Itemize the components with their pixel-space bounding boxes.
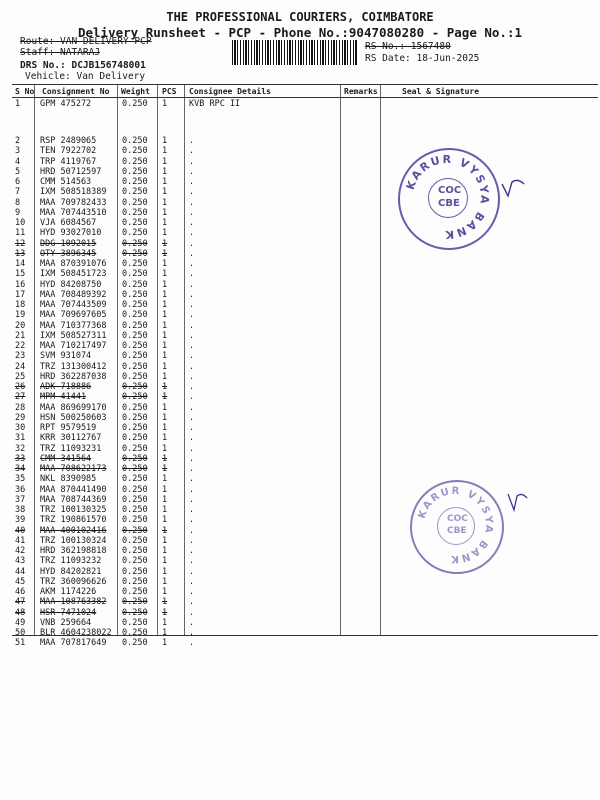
row-details: . [189,515,195,526]
row-consignment: CMM 341564 [40,453,92,464]
row-sno: 27 [15,392,26,403]
row-pcs: 1 [162,505,168,515]
row-weight: 0.250 [122,392,148,403]
row-pcs: 1 [162,351,168,362]
row-pcs: 1 [162,228,168,239]
row-consignment: BLR 4604238022 [40,628,112,638]
row-weight: 0.250 [122,207,148,218]
row-sno: 17 [15,289,26,300]
row-pcs: 1 [162,330,168,341]
barcode [232,40,358,65]
row-details: . [189,320,195,331]
row-weight: 0.250 [122,320,148,331]
row-details: . [189,371,195,382]
row-pcs: 1 [162,136,168,146]
rs-number [365,41,451,52]
row-consignment: MAA 869699170 [40,402,107,413]
row-weight: 0.250 [122,597,148,608]
col-remarks: Remarks [344,87,378,96]
row-weight: 0.250 [122,218,148,228]
row-sno: 43 [15,556,26,567]
row-details: . [189,474,195,485]
row-pcs: 1 [162,187,168,198]
row-details: . [189,218,195,228]
row-pcs: 1 [162,146,168,157]
row-pcs: 1 [162,423,168,433]
row-weight: 0.250 [122,587,148,597]
row-details: . [189,402,195,413]
row-details: . [189,587,195,597]
rs-date: RS Date: 18-Jun-2025 [365,53,480,64]
row-details: . [189,566,195,577]
row-consignment: VJA 6084567 [40,218,97,228]
row-sno: 24 [15,361,26,372]
row-sno: 25 [15,371,26,382]
row-weight: 0.250 [122,628,148,638]
row-consignment: OTY 3896345 [40,248,97,259]
row-weight: 0.250 [122,269,148,280]
row-details: . [189,269,195,280]
row-weight: 0.250 [122,566,148,577]
row-sno: 31 [15,433,26,444]
row-details: . [189,341,195,351]
row-pcs: 1 [162,269,168,280]
stamp-ring-text-1: KARUR VYSYA BANK [403,152,492,242]
row-sno: 48 [15,607,26,618]
row-pcs: 1 [162,464,168,474]
row-consignment: MAA 870391076 [40,259,107,269]
row-details: . [189,136,195,146]
row-sno: 8 [15,197,21,208]
row-sno: 3 [15,146,21,157]
row-consignment: MAA 707443509 [40,300,107,310]
row-weight: 0.250 [122,300,148,310]
row-pcs: 1 [162,99,168,109]
row-weight: 0.250 [122,156,148,167]
row-consignment: MAA 708489392 [40,289,107,300]
row-consignment: MAA 710217497 [40,341,107,351]
row-weight: 0.250 [122,412,148,423]
row-weight: 0.250 [122,453,148,464]
row-consignment: RPT 9579519 [40,423,97,433]
route-label: Route: VAN DELIVERY PCP [20,36,152,47]
row-details: . [189,187,195,198]
row-sno: 35 [15,474,26,485]
row-consignment: GPM 475272 [40,99,92,109]
row-weight: 0.250 [122,546,148,556]
stamp-center-top-2: COC [447,514,468,524]
row-pcs: 1 [162,576,168,587]
row-sno: 14 [15,259,26,269]
row-details: . [189,412,195,423]
row-sno: 13 [15,248,26,259]
row-consignment: TRZ 100130325 [40,505,107,515]
row-pcs: 1 [162,566,168,577]
staff-label: Staff: NATARAJ [20,47,101,58]
row-pcs: 1 [162,361,168,372]
row-weight: 0.250 [122,525,148,536]
row-consignment: TRZ 360096626 [40,576,107,587]
row-weight: 0.250 [122,310,148,321]
row-consignment: TRZ 100130324 [40,535,107,546]
row-pcs: 1 [162,525,168,536]
row-pcs: 1 [162,474,168,485]
row-consignment: TRZ 11093232 [40,556,102,567]
row-pcs: 1 [162,535,168,546]
row-weight: 0.250 [122,99,148,109]
row-sno: 23 [15,351,26,362]
row-weight: 0.250 [122,617,148,628]
row-consignment: IXM 508527311 [40,330,107,341]
row-pcs: 1 [162,392,168,403]
rs-number-text: RS No.: 1567480 [365,41,451,52]
row-pcs: 1 [162,597,168,608]
stamp-center-bottom-1: CBE [438,198,460,209]
row-consignment: DDG 1092015 [40,238,97,249]
row-pcs: 1 [162,607,168,618]
row-sno: 5 [15,166,21,177]
row-sno: 50 [15,628,26,638]
row-sno: 45 [15,576,26,587]
row-sno: 16 [15,279,26,290]
row-consignment: CMM 514563 [40,177,92,187]
row-weight: 0.250 [122,289,148,300]
row-sno: 9 [15,207,21,218]
row-pcs: 1 [162,546,168,556]
row-consignment: HRD 50712597 [40,166,102,177]
row-weight: 0.250 [122,494,148,505]
row-pcs: 1 [162,556,168,567]
row-consignment: HRD 362287038 [40,371,107,382]
company-title: THE PROFESSIONAL COURIERS, COIMBATORE [166,10,434,24]
row-sno: 34 [15,464,26,474]
row-consignment: MAA 707817649 [40,638,107,649]
row-sno: 19 [15,310,26,321]
row-sno: 32 [15,443,26,454]
row-sno: 40 [15,525,26,536]
row-details: . [189,607,195,618]
row-sno: 38 [15,505,26,515]
row-consignment: MAA 709782433 [40,197,107,208]
row-weight: 0.250 [122,474,148,485]
row-details: . [189,197,195,208]
row-weight: 0.250 [122,423,148,433]
row-sno: 28 [15,402,26,413]
row-weight: 0.250 [122,228,148,239]
row-weight: 0.250 [122,351,148,362]
row-weight: 0.250 [122,166,148,177]
row-pcs: 1 [162,628,168,638]
runsheet-title: Delivery Runsheet - PCP - Phone No.:9047080280 - Page No.:1 [77,25,522,40]
row-weight: 0.250 [122,341,148,351]
row-sno: 51 [15,638,26,649]
row-weight: 0.250 [122,187,148,198]
row-sno: 37 [15,494,26,505]
row-consignment: HSN 500250603 [40,412,107,423]
row-sno: 26 [15,382,26,392]
row-pcs: 1 [162,638,168,649]
row-sno: 21 [15,330,26,341]
row-consignment: SVM 931074 [40,351,92,362]
row-weight: 0.250 [122,443,148,454]
row-pcs: 1 [162,443,168,454]
row-consignment: IXM 508451723 [40,269,107,280]
row-details: . [189,166,195,177]
row-details: . [189,638,195,649]
row-details: . [189,238,195,249]
row-weight: 0.250 [122,535,148,546]
row-pcs: 1 [162,382,168,392]
col-consignment: Consignment No [42,87,110,96]
row-details: . [189,177,195,187]
drs-number: DRS No.: DCJB156748001 [20,60,146,71]
row-weight: 0.250 [122,248,148,259]
row-pcs: 1 [162,279,168,290]
row-pcs: 1 [162,218,168,228]
row-weight: 0.250 [122,484,148,495]
row-sno: 1 [15,99,21,109]
row-details: . [189,617,195,628]
row-pcs: 1 [162,484,168,495]
row-consignment: HYD 84208750 [40,279,102,290]
row-pcs: 1 [162,310,168,321]
row-consignment: TRZ 190861570 [40,515,107,526]
row-sno: 42 [15,546,26,556]
row-sno: 7 [15,187,21,198]
row-pcs: 1 [162,617,168,628]
row-details: . [189,207,195,218]
row-pcs: 1 [162,494,168,505]
row-sno: 39 [15,515,26,526]
row-pcs: 1 [162,177,168,187]
row-sno: 29 [15,412,26,423]
row-consignment: KRR 30112767 [40,433,102,444]
row-consignment: HRD 362198818 [40,546,107,556]
row-sno: 15 [15,269,26,280]
row-pcs: 1 [162,197,168,208]
row-weight: 0.250 [122,515,148,526]
row-consignment: MAA 707443510 [40,207,107,218]
row-details: . [189,382,195,392]
col-seal: Seal & Signature [402,87,480,96]
row-pcs: 1 [162,238,168,249]
row-consignment: TRZ 131300412 [40,361,107,372]
row-details: . [189,392,195,403]
row-weight: 0.250 [122,371,148,382]
row-consignment: HSR 7471024 [40,607,97,618]
row-pcs: 1 [162,207,168,218]
row-pcs: 1 [162,341,168,351]
row-pcs: 1 [162,433,168,444]
row-sno: 4 [15,156,21,167]
row-details: . [189,628,195,638]
col-weight: Weight [121,87,150,96]
row-details: . [189,597,195,608]
row-weight: 0.250 [122,638,148,649]
row-consignment: IXM 508518389 [40,187,107,198]
row-details: . [189,330,195,341]
vehicle-label: Vehicle: Van Delivery [25,71,146,82]
row-consignment: MAA 709697605 [40,310,107,321]
row-sno: 10 [15,218,26,228]
row-details: . [189,423,195,433]
row-consignment: MAA 710377368 [40,320,107,331]
row-consignment: AKM 1174226 [40,587,97,597]
row-consignment: NKL 8390985 [40,474,97,485]
col-details: Consignee Details [189,87,271,96]
row-details: . [189,310,195,321]
stamp-ring-text-2: KARUR VYSYA BANK [416,485,495,565]
row-details: . [189,146,195,157]
row-pcs: 1 [162,289,168,300]
row-details: . [189,525,195,536]
row-weight: 0.250 [122,402,148,413]
col-pcs: PCS [162,87,177,96]
row-details: . [189,494,195,505]
row-sno: 47 [15,597,26,608]
bank-stamp-1 [398,148,500,250]
row-pcs: 1 [162,371,168,382]
row-pcs: 1 [162,166,168,177]
row-weight: 0.250 [122,279,148,290]
row-pcs: 1 [162,453,168,464]
row-details: . [189,505,195,515]
row-sno: 49 [15,617,26,628]
bank-stamp-2 [410,480,504,574]
row-details: . [189,351,195,362]
row-details: . [189,300,195,310]
row-pcs: 1 [162,587,168,597]
row-details: . [189,156,195,167]
row-details: . [189,433,195,444]
row-weight: 0.250 [122,464,148,474]
row-weight: 0.250 [122,576,148,587]
row-sno: 11 [15,228,26,239]
row-details: . [189,228,195,239]
row-pcs: 1 [162,300,168,310]
row-details: KVB RPC II [189,99,241,109]
row-weight: 0.250 [122,177,148,187]
row-weight: 0.250 [122,607,148,618]
row-details: . [189,361,195,372]
row-details: . [189,464,195,474]
row-consignment: MAA 108763382 [40,597,107,608]
row-details: . [189,259,195,269]
row-pcs: 1 [162,320,168,331]
row-sno: 44 [15,566,26,577]
row-consignment: TEN 7922702 [40,146,97,157]
row-details: . [189,279,195,290]
runsheet-table [12,84,598,649]
row-weight: 0.250 [122,505,148,515]
col-sno: S No [15,87,35,96]
row-details: . [189,576,195,587]
row-weight: 0.250 [122,238,148,249]
stamp-center-bottom-2: CBE [447,526,467,536]
row-consignment: RSP 2489065 [40,136,97,146]
row-details: . [189,484,195,495]
row-weight: 0.250 [122,136,148,146]
row-consignment: VNB 259664 [40,617,92,628]
row-details: . [189,453,195,464]
row-pcs: 1 [162,515,168,526]
row-pcs: 1 [162,156,168,167]
row-consignment: MAA 708622173 [40,464,107,474]
row-consignment: MAA 708744369 [40,494,107,505]
row-sno: 33 [15,453,26,464]
row-sno: 6 [15,177,21,187]
row-weight: 0.250 [122,556,148,567]
row-details: . [189,443,195,454]
row-weight: 0.250 [122,361,148,372]
row-sno: 22 [15,341,26,351]
stamp-center-top-1: COC [438,185,462,196]
row-weight: 0.250 [122,330,148,341]
row-pcs: 1 [162,259,168,269]
row-weight: 0.250 [122,433,148,444]
row-consignment: MPM 41441 [40,392,87,403]
row-sno: 30 [15,423,26,433]
row-details: . [189,546,195,556]
row-consignment: TRP 4119767 [40,156,97,167]
row-sno: 20 [15,320,26,331]
row-details: . [189,289,195,300]
row-pcs: 1 [162,248,168,259]
row-sno: 36 [15,484,26,495]
row-sno: 41 [15,535,26,546]
row-consignment: HYD 93027010 [40,228,102,239]
row-sno: 2 [15,136,21,146]
row-consignment: HYD 84202821 [40,566,102,577]
row-weight: 0.250 [122,197,148,208]
row-details: . [189,535,195,546]
row-sno: 18 [15,300,26,310]
row-details: . [189,556,195,567]
row-sno: 46 [15,587,26,597]
row-consignment: MAA 400102416 [40,525,107,536]
signature-2 [505,490,531,514]
row-weight: 0.250 [122,382,148,392]
signature-1 [500,178,530,200]
row-pcs: 1 [162,402,168,413]
row-consignment: TRZ 11093231 [40,443,102,454]
row-weight: 0.250 [122,146,148,157]
row-consignment: MAA 870441490 [40,484,107,495]
row-sno: 12 [15,238,26,249]
row-weight: 0.250 [122,259,148,269]
row-pcs: 1 [162,412,168,423]
row-consignment: ADK 718886 [40,382,92,392]
row-details: . [189,248,195,259]
